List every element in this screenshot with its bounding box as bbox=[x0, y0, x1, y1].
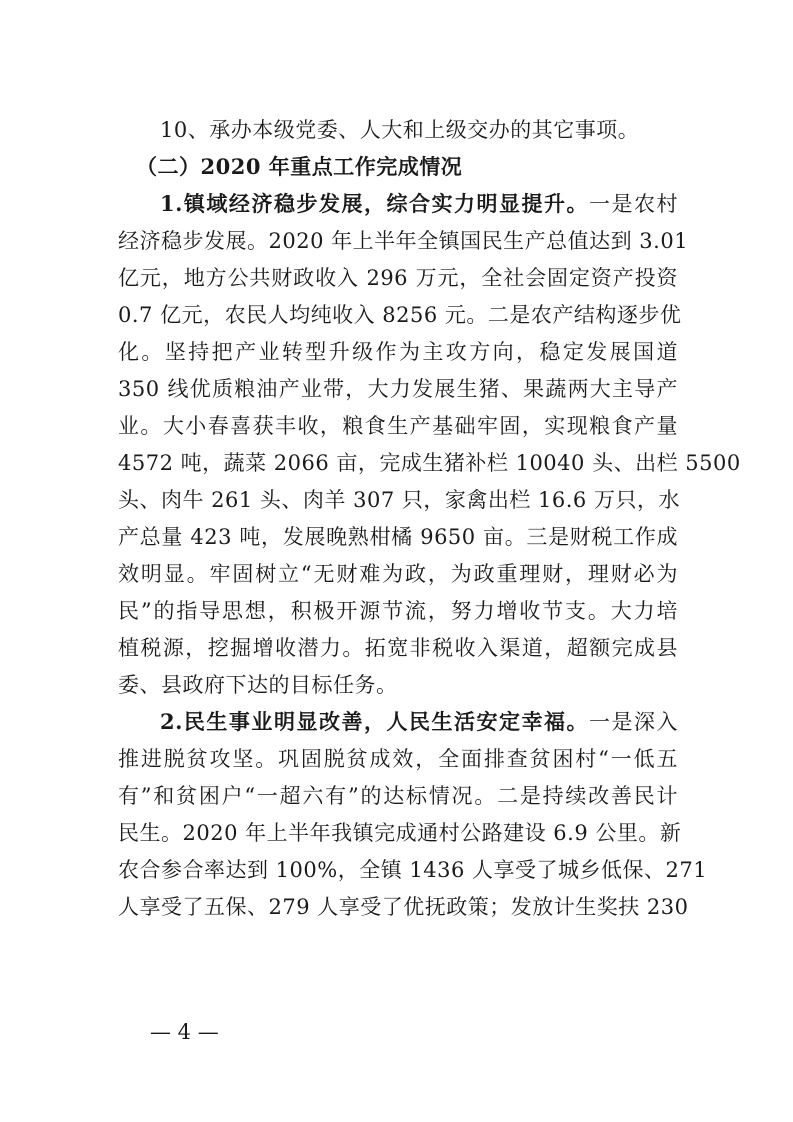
paragraph-line: 植税源，挖掘增收潜力。拓宽非税收入渠道，超额完成县 bbox=[118, 636, 678, 660]
paragraph-line: 350 线优质粮油产业带，大力发展生猪、果蔬两大主导产 bbox=[118, 377, 678, 401]
paragraph-line: 头、肉牛 261 头、肉羊 307 只，家禽出栏 16.6 万只，水 bbox=[118, 488, 680, 512]
paragraph-line: 民”的指导思想，积极开源节流，努力增收节支。大力培 bbox=[118, 599, 678, 623]
paragraph-line: 推进脱贫攻坚。巩固脱贫成效，全面排查贫困村“一低五 bbox=[118, 747, 678, 771]
paragraph-1-text: 一是农村 bbox=[589, 192, 679, 216]
paragraph-line: 业。大小春喜获丰收，粮食生产基础牢固，实现粮食产量 bbox=[118, 414, 678, 438]
paragraph-2-first-line bbox=[160, 704, 678, 740]
paragraph-line: 4572 吨，蔬菜 2066 亩，完成生猪补栏 10040 头、出栏 5500 bbox=[118, 451, 741, 475]
page-number: — 4 — bbox=[150, 1020, 219, 1044]
paragraph-line: 效明显。牢固树立“无财难为政，为政重理财，理财必为 bbox=[118, 562, 678, 586]
paragraph-line: 农合参合率达到 100%，全镇 1436 人享受了城乡低保、271 bbox=[118, 858, 708, 882]
paragraph-1-heading: 1.镇域经济稳步发展，综合实力明显提升。 bbox=[160, 191, 589, 216]
section-heading: （二）2020 年重点工作完成情况 bbox=[136, 154, 463, 179]
paragraph-2-text: 一是深入 bbox=[589, 710, 679, 734]
paragraph-line: 民生。2020 年上半年我镇完成通村公路建设 6.9 公里。新 bbox=[118, 821, 682, 845]
paragraph-2-heading: 2.民生事业明显改善，人民生活安定幸福。 bbox=[160, 709, 589, 734]
paragraph-line: 0.7 亿元，农民人均纯收入 8256 元。二是农产结构逐步优 bbox=[118, 303, 682, 327]
paragraph-line: 经济稳步发展。2020 年上半年全镇国民生产总值达到 3.01 bbox=[118, 229, 689, 253]
paragraph-line: 人享受了五保、279 人享受了优抚政策；发放计生奖扶 230 bbox=[118, 895, 689, 919]
paragraph-line: 产总量 423 吨，发展晚熟柑橘 9650 亩。三是财税工作成 bbox=[118, 525, 678, 549]
paragraph-line: 委、县政府下达的目标任务。 bbox=[118, 673, 398, 697]
paragraph-line: 有”和贫困户“一超六有”的达标情况。二是持续改善民计 bbox=[118, 784, 678, 808]
paragraph-line: 化。坚持把产业转型升级作为主攻方向，稳定发展国道 bbox=[118, 340, 678, 364]
paragraph-line: 亿元，地方公共财政收入 296 万元，全社会固定资产投资 bbox=[118, 266, 678, 290]
list-item-10: 10、承办本级党委、人大和上级交办的其它事项。 bbox=[160, 118, 640, 142]
paragraph-1-first-line bbox=[160, 186, 678, 222]
